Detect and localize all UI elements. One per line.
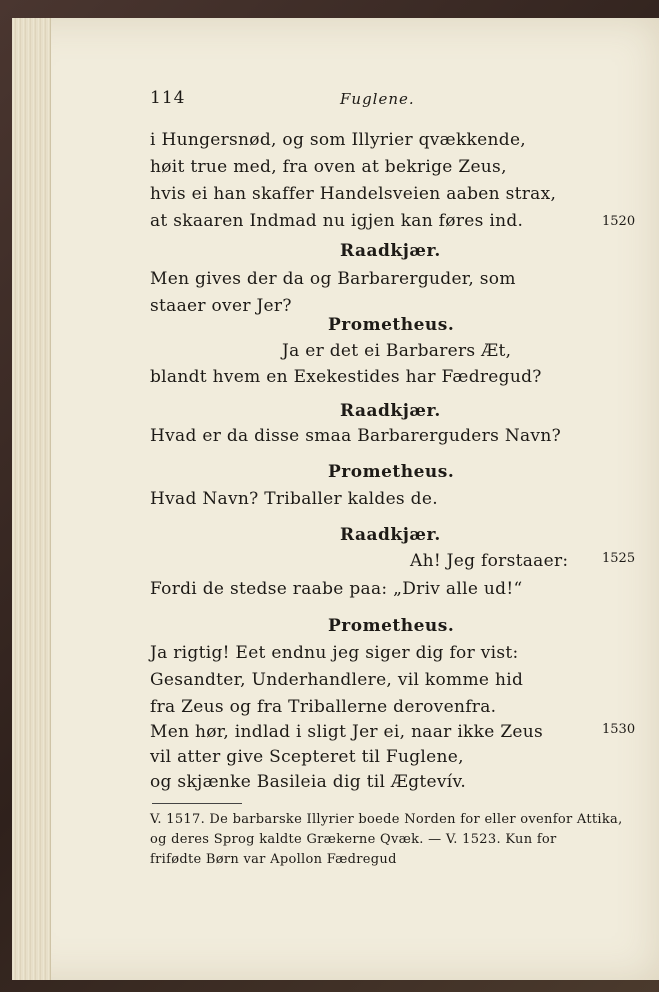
speaker-name: Raadkjær. xyxy=(340,525,441,545)
verse-line: Ah! Jeg forstaaer: xyxy=(410,551,569,571)
footnote-line: og deres Sprog kaldte Grækerne Qvæk. — V. 1523. Kun for xyxy=(150,832,557,847)
verse-line: Hvad er da disse smaa Barbarerguders Navn? xyxy=(150,426,562,446)
speaker-name: Prometheus. xyxy=(328,616,455,636)
running-title: Fuglene. xyxy=(340,90,415,108)
verse-line: Ja rigtig! Eet endnu jeg siger dig for vist: xyxy=(150,643,519,663)
verse-line: vil atter give Scepteret til Fuglene, xyxy=(150,747,464,767)
verse-line: høit true med, fra oven at bekrige Zeus, xyxy=(150,157,507,177)
verse-line: blandt hvem en Exekestides har Fædregud? xyxy=(150,367,542,387)
footnote-line: V. 1517. De barbarske Illyrier boede Norden for eller ovenfor Attika, xyxy=(150,812,623,827)
speaker-name: Prometheus. xyxy=(328,315,455,335)
speaker-name: Prometheus. xyxy=(328,462,455,482)
line-number: 1520 xyxy=(602,214,636,229)
verse-line: Men hør, indlad i sligt Jer ei, naar ikke Zeus xyxy=(150,722,544,742)
verse-line: hvis ei han skaffer Handelsveien aaben strax, xyxy=(150,184,557,204)
page-number: 114 xyxy=(150,88,186,108)
verse-line: og skjænke Basileia dig til Ægtevív. xyxy=(150,772,467,792)
verse-line: staaer over Jer? xyxy=(150,296,292,316)
verse-line: at skaaren Indmad nu igjen kan føres ind. xyxy=(150,211,524,231)
verse-line: Ja er det ei Barbarers Æt, xyxy=(282,341,512,361)
verse-line: Men gives der da og Barbarerguder, som xyxy=(150,269,516,289)
verse-line: fra Zeus og fra Triballerne derovenfra. xyxy=(150,697,497,717)
verse-line: Hvad Navn? Triballer kaldes de. xyxy=(150,489,438,509)
speaker-name: Raadkjær. xyxy=(340,401,441,421)
footnote-rule xyxy=(152,803,242,804)
speaker-name: Raadkjær. xyxy=(340,241,441,261)
line-number: 1525 xyxy=(602,551,636,566)
verse-line: Gesandter, Underhandlere, vil komme hid xyxy=(150,670,524,690)
line-number: 1530 xyxy=(602,722,636,737)
footnote-line: frifødte Børn var Apollon Fædregud xyxy=(150,852,397,867)
verse-line: i Hungersnød, og som Illyrier qvækkende, xyxy=(150,130,527,150)
verse-line: Fordi de stedse raabe paa: „Driv alle ud!“ xyxy=(150,579,523,599)
